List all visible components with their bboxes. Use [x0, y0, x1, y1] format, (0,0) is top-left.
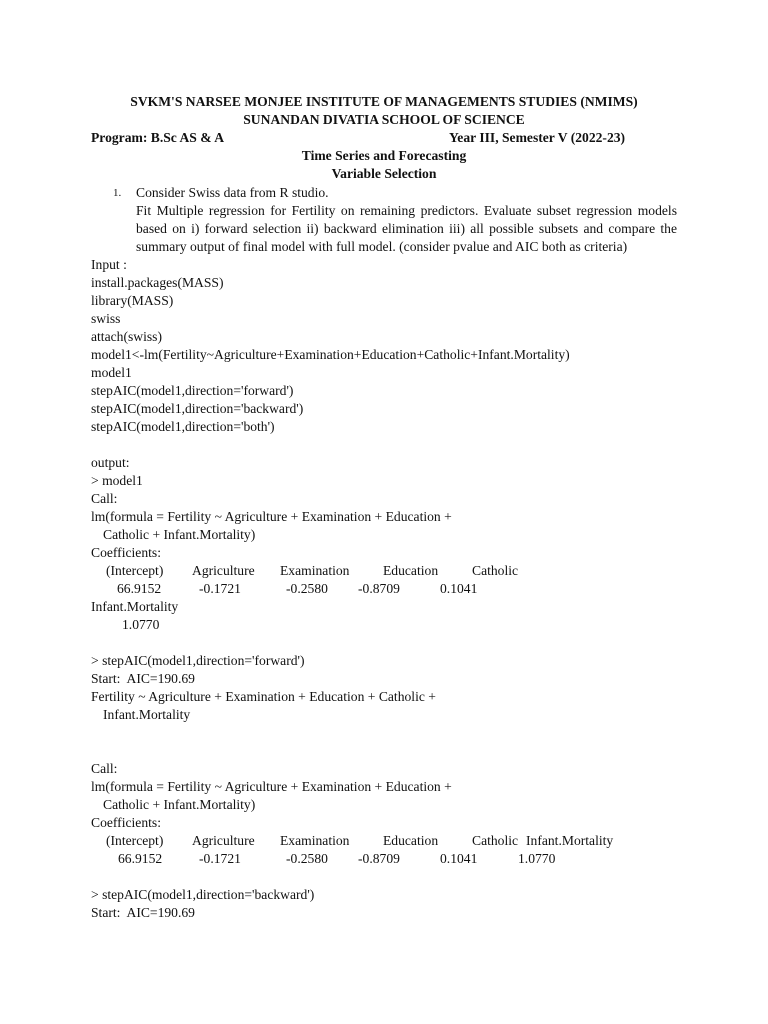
coef-value: -0.8709 — [358, 851, 400, 866]
coef-header: Infant.Mortality — [91, 599, 179, 614]
coef-value: -0.2580 — [286, 581, 328, 596]
question-line1: Consider Swiss data from R studio. — [136, 185, 329, 200]
model-line: Infant.Mortality — [103, 707, 191, 722]
formula-line: Catholic + Infant.Mortality) — [103, 797, 256, 812]
code-line: swiss — [91, 311, 121, 326]
start-aic: Start: AIC=190.69 — [91, 905, 195, 920]
coef-header: Examination — [280, 563, 350, 578]
coef-value: -0.1721 — [199, 851, 241, 866]
coef-header: Catholic — [472, 833, 519, 848]
coefficient-value-row — [91, 580, 677, 598]
program-label: Program: B.Sc AS & A — [91, 130, 225, 145]
coefficients-label: Coefficients: — [91, 545, 161, 560]
coef-header: Agriculture — [192, 833, 255, 848]
coef-value: 66.9152 — [118, 851, 163, 866]
input-label: Input : — [91, 257, 127, 272]
code-line: model1 — [91, 365, 132, 380]
formula-line: Catholic + Infant.Mortality) — [103, 527, 256, 542]
code-line: install.packages(MASS) — [91, 275, 224, 290]
call-label: Call: — [91, 491, 118, 506]
code-line: library(MASS) — [91, 293, 174, 308]
coef-value: 0.1041 — [440, 581, 478, 596]
formula-line: lm(formula = Fertility ~ Agriculture + Examination + Education + — [91, 779, 452, 794]
coef-header: Education — [383, 833, 439, 848]
coefficient-value-row — [91, 616, 677, 634]
coef-header: (Intercept) — [106, 563, 164, 578]
coef-value: 1.0770 — [518, 851, 556, 866]
coef-header: Agriculture — [192, 563, 255, 578]
institute-title: SVKM'S NARSEE MONJEE INSTITUTE OF MANAGEMENTS STUDIES (NMIMS) — [130, 94, 638, 109]
coef-value: 66.9152 — [117, 581, 162, 596]
coef-header: Catholic — [472, 563, 519, 578]
code-line: stepAIC(model1,direction='forward') — [91, 383, 294, 398]
output-section — [91, 454, 677, 922]
coefficient-header-row — [91, 562, 677, 580]
question-block — [91, 184, 677, 256]
code-line: attach(swiss) — [91, 329, 162, 344]
coef-value: 0.1041 — [440, 851, 478, 866]
year-label: Year III, Semester V (2022-23) — [449, 130, 626, 145]
model-line: Fertility ~ Agriculture + Examination + Education + Catholic + — [91, 689, 436, 704]
question-body: Fit Multiple regression for Fertility on remaining predictors. Evaluate subset regression models based on i) forward selection ii) backward elimination iii) all possible subsets and compare the summary output of final model with full model. (consider pvalue and AIC both as criteria) — [136, 203, 677, 254]
school-title: SUNANDAN DIVATIA SCHOOL OF SCIENCE — [243, 112, 525, 127]
course-title: Time Series and Forecasting — [301, 148, 467, 163]
input-section — [91, 256, 677, 436]
output-label: output: — [91, 455, 130, 470]
code-line: model1<-lm(Fertility~Agriculture+Examination+Education+Catholic+Infant.Mortality) — [91, 347, 570, 362]
start-aic: Start: AIC=190.69 — [91, 671, 195, 686]
coef-header: Examination — [280, 833, 350, 848]
coef-header: Infant.Mortality — [526, 833, 614, 848]
code-line: stepAIC(model1,direction='both') — [91, 419, 275, 434]
coefficient-header-row — [91, 832, 677, 850]
coef-header: (Intercept) — [106, 833, 164, 848]
question-number: 1. — [113, 187, 122, 199]
call-label: Call: — [91, 761, 118, 776]
coef-value: 1.0770 — [122, 617, 160, 632]
coefficient-value-row — [91, 850, 677, 868]
formula-line: lm(formula = Fertility ~ Agriculture + Examination + Education + — [91, 509, 452, 524]
program-row — [91, 129, 677, 147]
coef-header: Education — [383, 563, 439, 578]
code-line: stepAIC(model1,direction='backward') — [91, 401, 304, 416]
backward-prompt: > stepAIC(model1,direction='backward') — [91, 887, 315, 902]
coef-value: -0.8709 — [358, 581, 400, 596]
document-page — [91, 93, 677, 922]
topic-title: Variable Selection — [331, 166, 437, 181]
coef-value: -0.1721 — [199, 581, 241, 596]
coefficients-label: Coefficients: — [91, 815, 161, 830]
forward-prompt: > stepAIC(model1,direction='forward') — [91, 653, 305, 668]
model1-prompt: > model1 — [91, 473, 143, 488]
coef-value: -0.2580 — [286, 851, 328, 866]
